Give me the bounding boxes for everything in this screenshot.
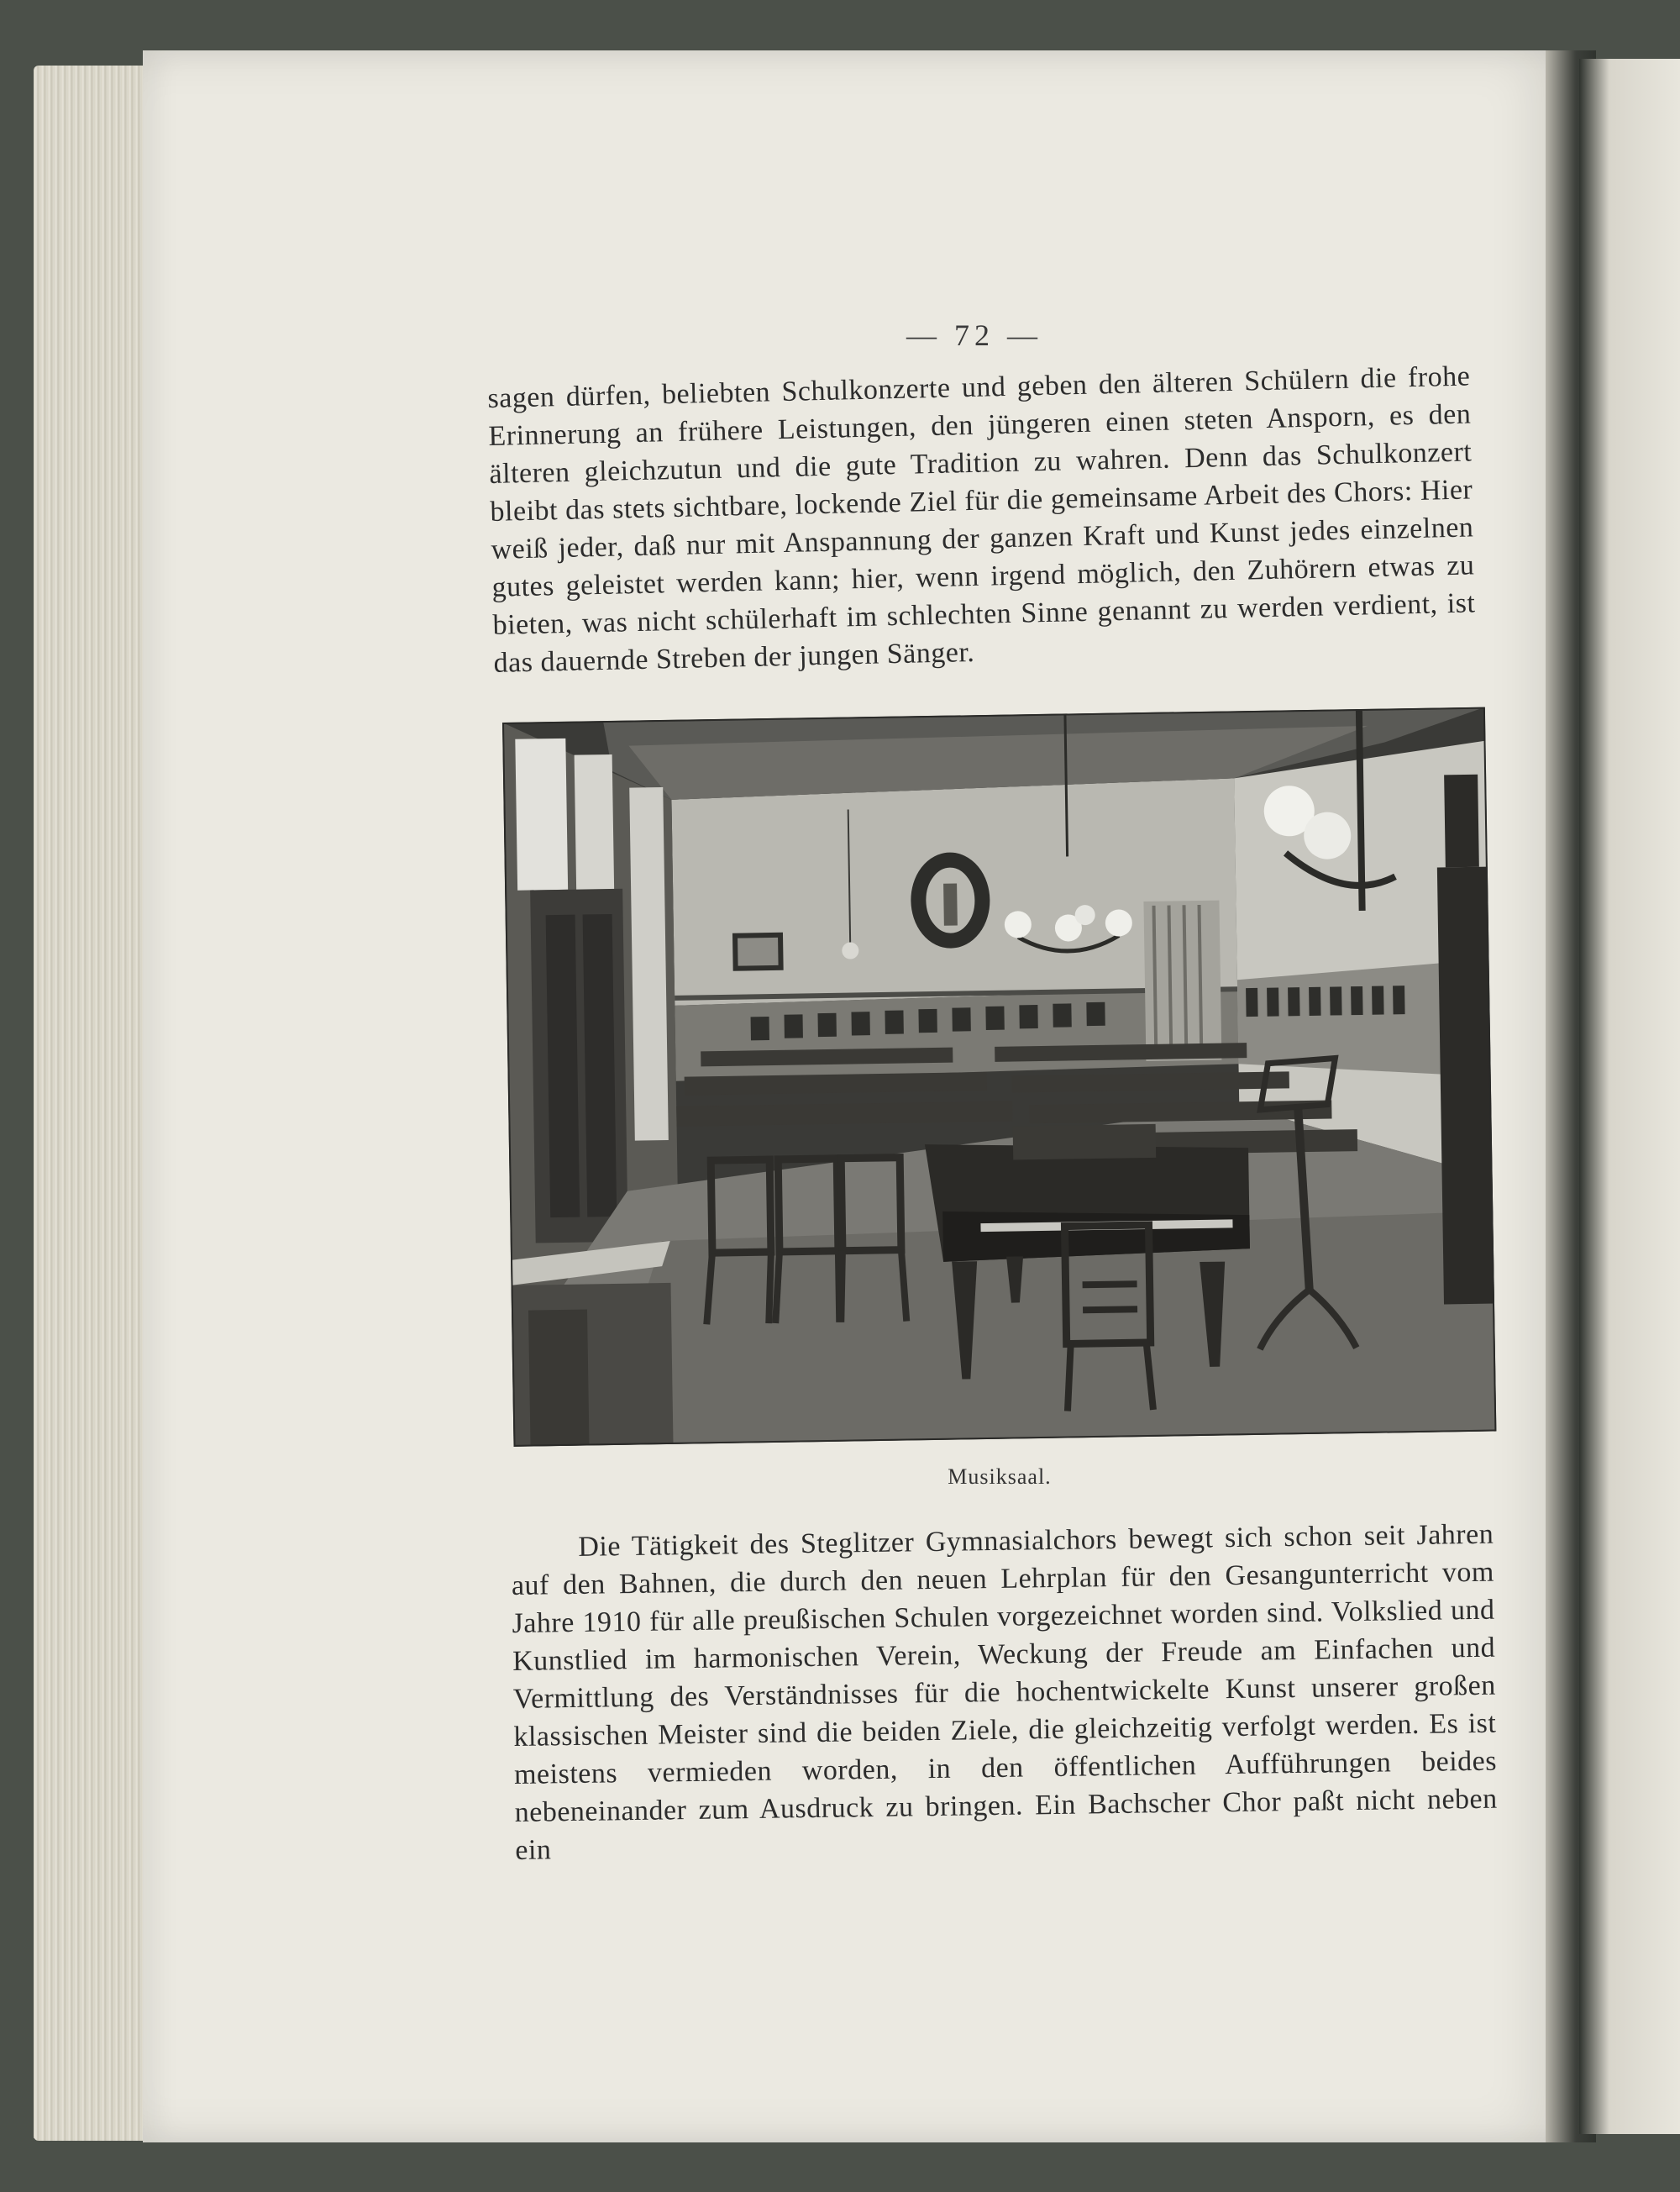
facing-page-edge: [1579, 59, 1680, 2134]
figure-photo: [502, 707, 1496, 1447]
book-page-edges: [34, 66, 160, 2141]
music-room-photo: [502, 707, 1496, 1447]
paragraph-first: sagen dürfen, beliebten Schulkonzerte und geben den älteren Schülern die frohe Erinnerung an frühere Leistungen, den jüngeren einen steten Ansporn, es den älteren gleichzutun und die gute Tradition zu wahren. Denn das Schulkonzert bleibt das stets sichtbare, lockende Ziel für die gemeinsame Arbeit des Chors: Hier weiß jeder, daß nur mit Anspannung der ganzen Kraft und Kunst jedes einzelnen gutes geleistet werden kann; hier, wenn irgend möglich, den Zuhörern etwas zu bieten, was nicht schülerhaft im schlechten Sinne genannt zu werden verdient, ist das dauernde Streben der jungen Sänger.: [487, 360, 1476, 679]
paragraph-second: Die Tätigkeit des Steglitzer Gymnasialchors bewegt sich schon seit Jahren auf den Bahnen, die durch den neuen Lehrplan für den Gesangunterricht vom Jahre 1910 für alle preußischen Schulen vorgezeichnet worden sind. Volkslied und Kunstlied im harmonischen Verein, Weckung der Freude am Einfachen und Vermittlung des Verständnisses für die hochentwickelte Kunst unserer großen klassischen Meister sind die beiden Ziele, die gleichzeitig verfolgt werden. Es ist meistens vermieden worden, in den öffentlichen Aufführungen beides nebeneinander zum Ausdruck zu bringen. Ein Bachscher Chor paßt nicht neben ein: [511, 1518, 1498, 1866]
page-number: — 72 —: [906, 318, 1042, 352]
figure-caption: Musiksaal.: [948, 1464, 1052, 1489]
